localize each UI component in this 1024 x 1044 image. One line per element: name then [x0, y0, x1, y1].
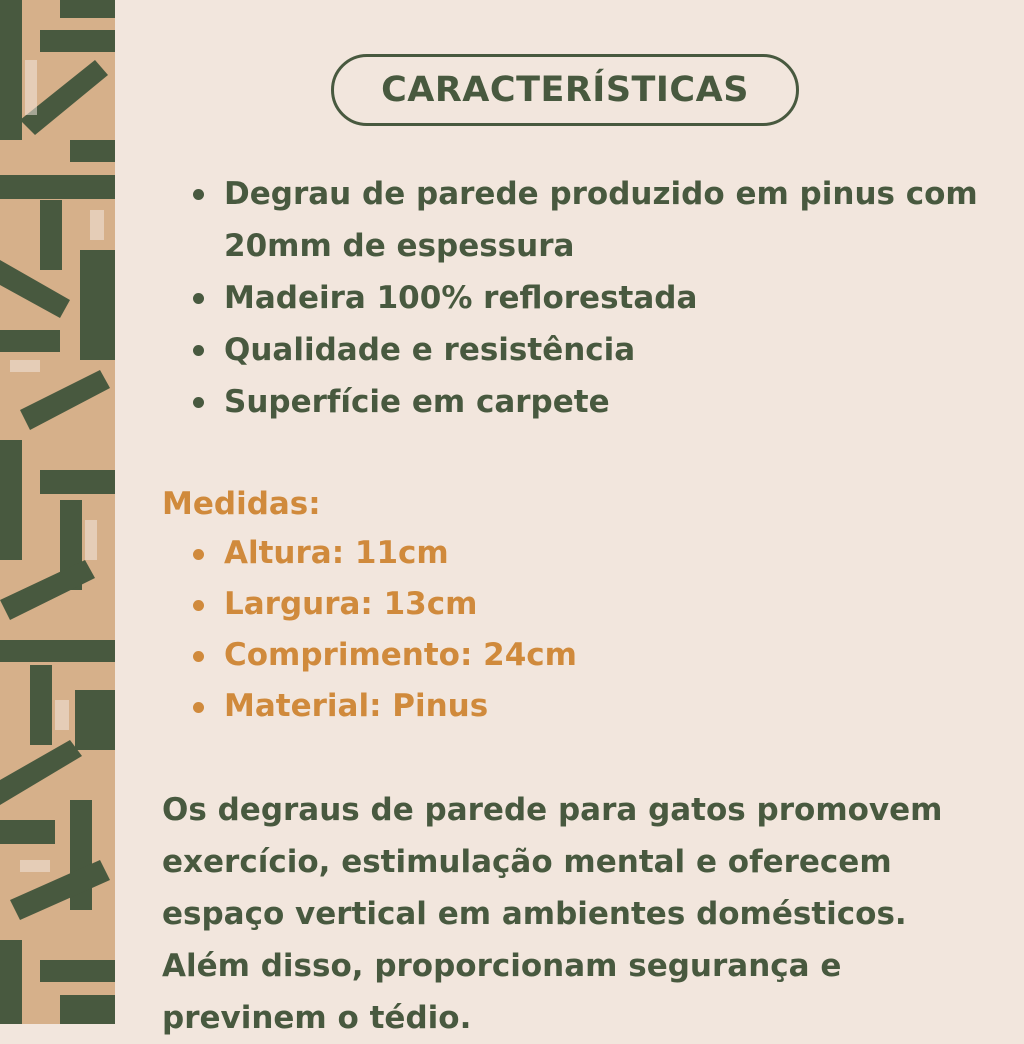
- list-item: Material: Pinus: [190, 681, 577, 732]
- list-item: Qualidade e resistência: [190, 324, 1010, 376]
- measures-heading: Medidas:: [162, 486, 321, 522]
- title-pill: [331, 54, 799, 126]
- list-item: Altura: 11cm: [190, 528, 577, 579]
- list-item: Largura: 13cm: [190, 579, 577, 630]
- page-title: CARACTERÍSTICAS: [381, 70, 749, 110]
- measures-list: [190, 528, 577, 732]
- list-item: Madeira 100% reflorestada: [190, 272, 1010, 324]
- geometric-pattern-icon: [0, 0, 115, 1024]
- description-paragraph: Os degraus de parede para gatos promovem exercício, estimulação mental e oferecem espaço vertical em ambientes domésticos. Além disso, proporcionam segurança e previnem o tédio.: [162, 792, 943, 1036]
- decorative-side-pattern: [0, 0, 115, 1024]
- list-item: Superfície em carpete: [190, 376, 1010, 428]
- list-item: Comprimento: 24cm: [190, 630, 577, 681]
- list-item: Degrau de parede produzido em pinus com 20mm de espessura: [190, 168, 1010, 272]
- features-list: [190, 168, 1010, 428]
